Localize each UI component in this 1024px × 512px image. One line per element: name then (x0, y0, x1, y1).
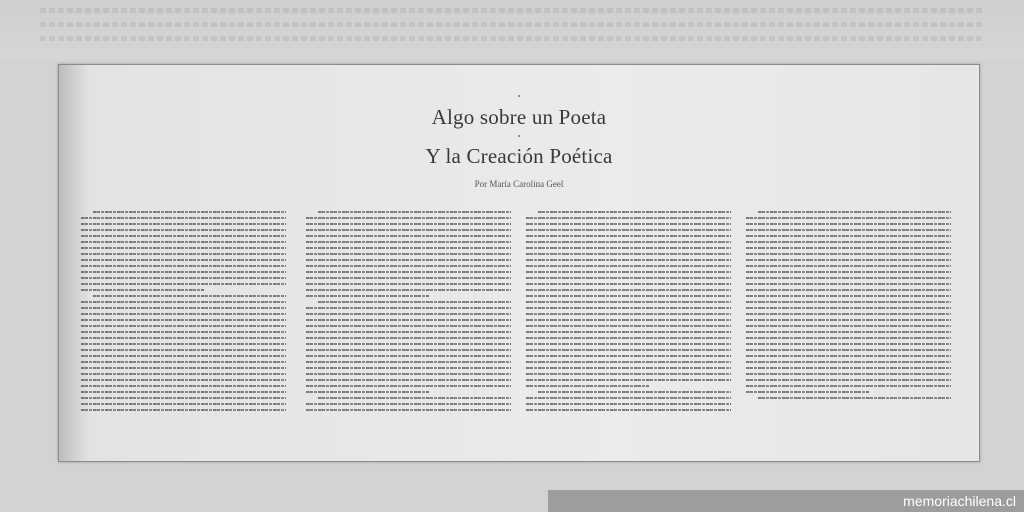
text-line (306, 325, 511, 327)
text-line (81, 301, 286, 303)
text-line (746, 307, 951, 309)
text-line (746, 385, 951, 387)
text-line (81, 349, 286, 351)
text-line (306, 409, 511, 411)
text-line (526, 235, 731, 237)
text-line (306, 283, 511, 285)
text-line (81, 319, 286, 321)
article-byline: Por María Carolina Geel (474, 179, 564, 189)
text-line (746, 331, 951, 333)
text-line (81, 265, 286, 267)
text-line (746, 295, 951, 297)
text-line (306, 367, 511, 369)
text-line (526, 343, 731, 345)
text-line (81, 325, 286, 327)
text-line (526, 295, 731, 297)
ornament-dot (518, 135, 520, 137)
text-line (526, 349, 731, 351)
text-line (306, 277, 511, 279)
text-line (81, 313, 286, 315)
text-line (526, 325, 731, 327)
text-line (746, 265, 951, 267)
text-line (526, 229, 731, 231)
text-line (526, 397, 731, 399)
magazine-page (58, 64, 980, 462)
text-line (526, 307, 731, 309)
text-line (81, 361, 286, 363)
text-line (526, 337, 731, 339)
text-line (306, 337, 511, 339)
text-line (306, 229, 511, 231)
text-line (306, 271, 511, 273)
text-line (306, 247, 511, 249)
text-line (746, 319, 951, 321)
text-line (306, 259, 511, 261)
text-line (746, 373, 951, 375)
text-line (306, 289, 511, 291)
text-line (538, 391, 731, 393)
text-line (746, 361, 951, 363)
text-line (81, 289, 204, 291)
text-line (526, 409, 731, 411)
text-line (306, 265, 511, 267)
text-line (81, 409, 286, 411)
text-line (526, 253, 731, 255)
text-line (746, 223, 951, 225)
text-line (746, 301, 951, 303)
text-line (746, 367, 951, 369)
text-line (306, 385, 511, 387)
text-line (81, 307, 286, 309)
text-line (526, 265, 731, 267)
text-line (526, 289, 731, 291)
text-line (526, 241, 731, 243)
text-column-3 (526, 211, 731, 415)
text-line (746, 379, 951, 381)
text-line (306, 379, 511, 381)
text-line (81, 397, 286, 399)
text-line (81, 391, 286, 393)
text-line (81, 355, 286, 357)
text-line (306, 349, 511, 351)
text-line (306, 319, 511, 321)
text-line (306, 331, 511, 333)
text-line (81, 367, 286, 369)
text-line (746, 217, 951, 219)
text-line (306, 355, 511, 357)
text-line (81, 379, 286, 381)
text-line (81, 235, 286, 237)
text-line (526, 403, 731, 405)
text-line (81, 373, 286, 375)
article-title-line-2: Y la Creación Poética (425, 144, 613, 168)
text-line (526, 223, 731, 225)
text-line (306, 235, 511, 237)
text-line (746, 259, 951, 261)
text-line (81, 283, 286, 285)
text-line (526, 259, 731, 261)
text-line (526, 319, 731, 321)
text-line (526, 355, 731, 357)
text-line (81, 217, 286, 219)
text-line (306, 373, 511, 375)
text-line (306, 307, 511, 309)
text-line (526, 217, 731, 219)
text-line (93, 295, 286, 297)
text-line (81, 403, 286, 405)
text-line (81, 343, 286, 345)
text-line (758, 397, 951, 399)
previous-page-bleed (0, 0, 1024, 60)
text-line (81, 241, 286, 243)
text-line (746, 247, 951, 249)
text-line (81, 259, 286, 261)
text-line (746, 391, 869, 393)
text-line (746, 277, 951, 279)
text-line (746, 325, 951, 327)
text-line (306, 223, 511, 225)
text-column-1 (81, 211, 286, 415)
text-line (746, 229, 951, 231)
text-line (526, 373, 731, 375)
text-line (746, 337, 951, 339)
text-line (306, 241, 511, 243)
ornament-dot (518, 95, 520, 97)
text-line (81, 331, 286, 333)
text-line (746, 235, 951, 237)
text-line (746, 343, 951, 345)
text-line (81, 337, 286, 339)
text-line (538, 211, 731, 213)
text-line (526, 331, 731, 333)
text-line (306, 313, 511, 315)
text-line (526, 283, 731, 285)
text-column-4 (746, 211, 951, 403)
text-line (318, 397, 511, 399)
text-line (526, 361, 731, 363)
text-line (746, 313, 951, 315)
text-line (746, 241, 951, 243)
text-line (306, 217, 511, 219)
text-line (746, 283, 951, 285)
text-line (81, 277, 286, 279)
text-line (526, 385, 649, 387)
text-line (318, 211, 511, 213)
text-line (306, 253, 511, 255)
text-line (306, 295, 429, 297)
text-line (81, 223, 286, 225)
text-line (526, 247, 731, 249)
text-line (306, 343, 511, 345)
text-line (746, 271, 951, 273)
text-line (746, 349, 951, 351)
text-line (526, 271, 731, 273)
text-line (526, 277, 731, 279)
text-line (81, 271, 286, 273)
text-column-2 (306, 211, 511, 415)
text-line (306, 403, 511, 405)
text-line (746, 289, 951, 291)
text-line (746, 253, 951, 255)
text-line (306, 391, 429, 393)
text-line (758, 211, 951, 213)
source-watermark: memoriachilena.cl (548, 490, 1024, 512)
text-line (526, 313, 731, 315)
text-line (81, 385, 286, 387)
article-title-line-1: Algo sobre un Poeta (431, 105, 607, 129)
text-line (318, 301, 511, 303)
text-line (526, 379, 731, 381)
text-line (81, 253, 286, 255)
text-line (81, 247, 286, 249)
text-line (81, 229, 286, 231)
text-line (526, 301, 731, 303)
text-line (526, 367, 731, 369)
text-line (93, 211, 286, 213)
text-line (306, 361, 511, 363)
text-line (746, 355, 951, 357)
